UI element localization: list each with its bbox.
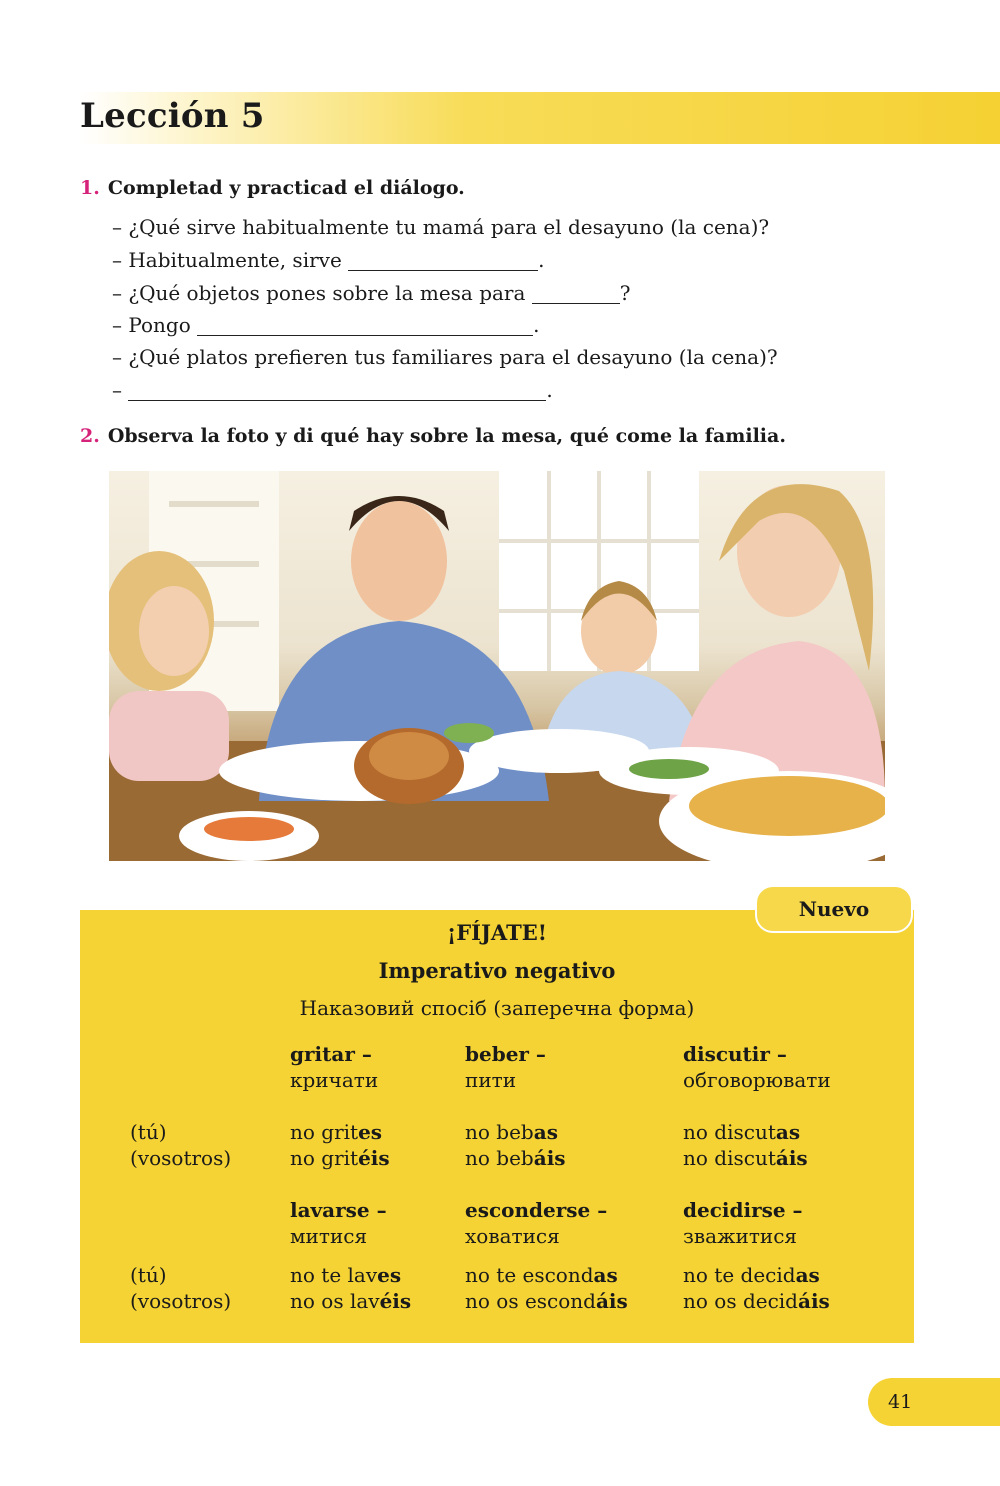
grammar-subheading: Imperativo negativo [378, 958, 616, 983]
dialog-line-1-text: – ¿Qué sirve habitualmente tu mamá para el desayuno (la cena)? [112, 215, 770, 239]
answer-blank[interactable] [532, 283, 620, 304]
pronoun-tu: (tú) [130, 1120, 167, 1144]
form-esconderse-tu [465, 1263, 618, 1287]
conjugation-part: es [377, 1263, 402, 1287]
conjugation-part: no te decid [683, 1263, 796, 1287]
answer-blank[interactable] [197, 315, 533, 336]
meaning-decidirse: зважитися [683, 1224, 798, 1248]
conjugation-part: as [775, 1120, 801, 1144]
potatoes [689, 776, 885, 836]
period: . [533, 313, 540, 337]
new-tab-label: Nuevo [755, 885, 913, 933]
form-decidirse-vosotros [683, 1289, 830, 1313]
verb-gritar: gritar – [290, 1042, 372, 1066]
dialog-line-3-text: – ¿Qué objetos pones sobre la mesa para [112, 281, 526, 305]
conjugation-part: no te lav [290, 1263, 378, 1287]
task-2-text: Observa la foto y di qué hay sobre la mesa, qué come la familia. [107, 425, 786, 447]
conjugation-part: es [358, 1120, 383, 1144]
verb-decidirse: decidirse – [683, 1198, 803, 1222]
form-discutir-vosotros [683, 1146, 808, 1170]
form-decidirse-tu [683, 1263, 820, 1287]
dialog-line-5 [112, 345, 778, 369]
task-2-number: 2. [80, 425, 100, 447]
period: . [538, 248, 545, 272]
form-gritar-tu [290, 1120, 382, 1144]
conjugation-part: áis [595, 1289, 628, 1313]
family-dinner-illustration [109, 471, 885, 861]
verb-beber: beber – [465, 1042, 546, 1066]
conjugation-part: no te escond [465, 1263, 594, 1287]
conjugation-part: no os lav [290, 1289, 380, 1313]
page-number: 41 [888, 1391, 913, 1413]
conjugation-part: no beb [465, 1146, 534, 1170]
dialog-line-4 [112, 313, 540, 337]
form-lavarse-vosotros [290, 1289, 411, 1313]
dialog-line-5-text: – ¿Qué platos prefieren tus familiares para el desayuno (la cena)? [112, 345, 778, 369]
conjugation-part: áis [775, 1146, 808, 1170]
meaning-esconderse: ховатися [465, 1224, 560, 1248]
conjugation-part: éis [358, 1146, 390, 1170]
conjugation-part: no grit [290, 1146, 359, 1170]
dialog-line-6 [112, 378, 553, 402]
period: . [546, 378, 553, 402]
dialog-line-4-text: – Pongo [112, 313, 191, 337]
conjugation-part: áis [797, 1289, 830, 1313]
task-1-number: 1. [80, 177, 100, 199]
dialog-line-2-text: – Habitualmente, sirve [112, 248, 342, 272]
grammar-heading: ¡FÍJATE! [447, 920, 547, 945]
family-dinner-photo [109, 471, 885, 861]
question-mark: ? [619, 281, 631, 305]
conjugation-part: no os decid [683, 1289, 798, 1313]
meaning-beber: пити [465, 1068, 517, 1092]
page-number-tab [868, 1378, 1000, 1426]
lesson-title: Lección 5 [80, 96, 265, 136]
conjugation-part: no os escond [465, 1289, 596, 1313]
meaning-discutir: обговорювати [683, 1068, 831, 1092]
pronoun-vosotros: (vosotros) [130, 1289, 232, 1313]
answer-blank[interactable] [128, 380, 546, 401]
form-discutir-tu [683, 1120, 800, 1144]
verb-discutir: discutir – [683, 1042, 787, 1066]
conjugation-part: éis [379, 1289, 412, 1313]
form-gritar-vosotros [290, 1146, 390, 1170]
meaning-gritar: кричати [290, 1068, 379, 1092]
pronoun-tu: (tú) [130, 1263, 167, 1287]
task-1-instruction [80, 177, 465, 199]
answer-blank[interactable] [348, 250, 538, 271]
form-beber-tu [465, 1120, 558, 1144]
verb-esconderse: esconderse – [465, 1198, 608, 1222]
task-1-text: Completad y practicad el diálogo. [107, 177, 465, 199]
form-beber-vosotros [465, 1146, 566, 1170]
dialog-line-6-text: – [112, 378, 122, 402]
dialog-line-2 [112, 248, 545, 272]
verb-lavarse: lavarse – [290, 1198, 387, 1222]
conjugation-part: no beb [465, 1120, 534, 1144]
dialog-line-1 [112, 215, 769, 239]
conjugation-part: no discut [683, 1120, 776, 1144]
conjugation-part: as [593, 1263, 618, 1287]
pronoun-vosotros: (vosotros) [130, 1146, 232, 1170]
conjugation-part: áis [533, 1146, 566, 1170]
dialog-line-3 [112, 281, 631, 305]
form-lavarse-tu [290, 1263, 401, 1287]
grammar-translation: Наказовий спосіб (заперечна форма) [299, 996, 695, 1020]
task-2-instruction [80, 425, 786, 447]
conjugation-part: no discut [683, 1146, 776, 1170]
form-esconderse-vosotros [465, 1289, 628, 1313]
conjugation-part: as [795, 1263, 820, 1287]
meaning-lavarse: митися [290, 1224, 368, 1248]
conjugation-part: as [533, 1120, 558, 1144]
conjugation-part: no grit [290, 1120, 359, 1144]
